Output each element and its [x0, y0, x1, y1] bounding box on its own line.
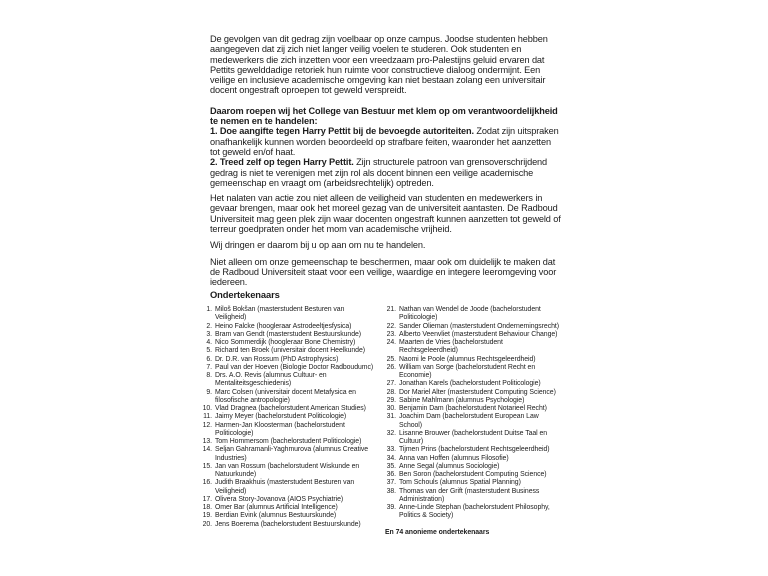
signatory-item: [374, 463, 563, 471]
signatory-text: Judith Braakhuis (masterstudent Besturen van Veiligheid): [215, 479, 355, 495]
signatory-item: [374, 306, 563, 323]
signatories-column-left: [190, 306, 377, 529]
signatory-item: [190, 347, 377, 355]
signatory-number: 18.: [202, 504, 212, 511]
signatory-text: Berdian Evink (alumnus Bestuurskunde): [215, 512, 337, 520]
call-to-action-block: [210, 106, 562, 188]
signatory-number: 24.: [386, 339, 396, 346]
signatory-number: 20.: [202, 520, 212, 528]
signatory-text: Seljan Gahramanli-Yaghmurova (alumnus Creative Industries): [215, 446, 369, 462]
signatory-number: 11.: [203, 413, 212, 421]
signatory-text: Dor Mariel Alter (masterstudent Computing Science): [399, 388, 556, 396]
signatory-text: Ben Soron (bachelorstudent Computing Science): [399, 471, 547, 478]
signatory-number: 19.: [202, 512, 212, 520]
signatory-number: 8.: [206, 372, 212, 379]
signatory-number: 1.: [206, 306, 212, 313]
signatory-item: [374, 331, 563, 339]
signatory-number: 16.: [202, 479, 212, 487]
signatory-item: [190, 504, 377, 512]
signatory-text: Omer Bar (alumnus Artificial Intelligence): [215, 504, 338, 511]
signatory-text: Maarten de Vries (bachelorstudent Rechtsgeleerdheid): [399, 339, 503, 355]
signatory-text: Anne Segal (alumnus Sociologie): [399, 462, 500, 470]
signatory-number: 3.: [206, 330, 212, 338]
signatory-text: William van Sorge (bachelorstudent Recht en Economie): [399, 363, 536, 379]
demand-2-lead: 2. Treed zelf op tegen Harry Pettit.: [210, 157, 354, 168]
signatory-text: Jonathan Karels (bachelorstudent Politicologie): [399, 380, 541, 388]
signatory-item: [374, 455, 563, 463]
signatory-number: 15.: [202, 462, 212, 470]
signatory-text: Bram van Gendt (masterstudent Bestuurskunde): [215, 330, 362, 338]
signatory-text: Drs. A.O. Revis (alumnus Cultuur- en Mentaliteitsgeschiedenis): [215, 372, 327, 388]
signatory-number: 7.: [206, 363, 212, 371]
signatory-number: 39.: [386, 504, 396, 511]
signatory-text: Joachim Dam (bachelorstudent European Law School): [399, 413, 539, 429]
signatory-number: 21.: [386, 306, 396, 313]
signatory-item: [190, 323, 377, 331]
signatory-text: Sander Olieman (masterstudent Ondernemingsrecht): [399, 322, 559, 330]
signatory-text: Dr. D.R. van Rossum (PhD Astrophysics): [215, 355, 339, 363]
signatory-item: [374, 504, 563, 521]
demand-1: [210, 126, 562, 157]
signatory-item: [374, 323, 563, 331]
signatory-text: Heino Falcke (hoogleraar Astrodeeltjesfysica): [215, 322, 352, 330]
signatory-number: 28.: [386, 388, 396, 396]
paragraph-consequences: Het nalaten van actie zou niet alleen de veiligheid van studenten en medewerkers in gevaar brengen, maar ook het moreel gezag van de universiteit aantasten. De Radboud Universiteit mag geen plek zijn waar docenten ongestraft kunnen aanzetten tot geweld of terreur goedpraten onder het mom van academische vrijheid.: [210, 193, 561, 235]
signatory-text: Jaimy Meyer (bachelorstudent Politicologie): [215, 413, 347, 421]
signatory-text: Anna van Hoffen (alumnus Filosofie): [399, 454, 509, 462]
signatory-item: [190, 364, 377, 372]
signatory-text: Tom Hommersom (bachelorstudent Politicologie): [215, 438, 362, 445]
signatory-text: Thomas van der Grift (masterstudent Business Administration): [399, 487, 540, 503]
signatory-text: Benjamin Dam (bachelorstudent Notarieel Recht): [399, 405, 547, 412]
demand-1-lead: 1. Doe aangifte tegen Harry Pettit bij de bevoegde autoriteiten.: [210, 126, 474, 137]
signatories-column-right: [374, 306, 563, 537]
signatory-number: 4.: [206, 339, 212, 346]
signatory-item: [374, 413, 563, 430]
signatory-text: Naomi le Poole (alumnus Rechtsgeleerdheid): [399, 355, 536, 363]
signatory-text: Nico Sommerdijk (hoogleraar Bone Chemistry): [215, 339, 356, 346]
demand-2: [210, 157, 562, 188]
signatory-item: [190, 413, 377, 421]
signatory-item: [374, 356, 563, 364]
signatory-text: Olivera Story-Jovanova (AIOS Psychiatrie): [215, 495, 344, 503]
signatory-number: 9.: [206, 388, 212, 396]
paragraph-closing: Niet alleen om onze gemeenschap te beschermen, maar ook om duidelijk te maken dat de Radboud Universiteit staat voor een veilige, waardige en integere leeromgeving voor iedereen.: [210, 256, 557, 288]
signatory-item: [374, 446, 563, 454]
signatory-number: 25.: [386, 355, 396, 363]
anonymous-signatories-note: En 74 anonieme ondertekenaars: [385, 528, 490, 536]
signatory-item: [190, 372, 377, 389]
signatory-text: Paul van der Hoeven (Biologie Doctor Radboudumc): [215, 363, 374, 371]
signatory-number: 12.: [202, 421, 212, 429]
signatory-text: Lisanne Brouwer (bachelorstudent Duitse Taal en Cultuur): [399, 429, 548, 445]
signatory-number: 2.: [206, 322, 212, 330]
paragraph-urge-to-act: Wij dringen er daarom bij u op aan om nu te handelen.: [210, 239, 426, 250]
signatory-number: 13.: [202, 438, 212, 445]
signatory-item: [374, 479, 563, 487]
signatory-item: [190, 463, 377, 480]
signatory-item: [190, 389, 377, 406]
signatory-text: Marc Colsen (universitair docent Metafysica en filosofische antropologie): [215, 388, 356, 404]
signatory-item: [190, 512, 377, 520]
signatory-number: 34.: [386, 454, 396, 462]
signatory-number: 36.: [386, 471, 396, 478]
signatory-text: Nathan van Wendel de Joode (bachelorstudent Politicologie): [399, 306, 541, 322]
signatory-item: [374, 405, 563, 413]
signatory-item: [190, 405, 377, 413]
signatory-number: 32.: [386, 429, 396, 437]
signatory-number: 22.: [386, 322, 396, 330]
signatory-text: Tijmen Prins (bachelorstudent Rechtsgeleerdheid): [399, 446, 550, 454]
signatory-text: Jens Boerema (bachelorstudent Bestuurskunde): [215, 520, 361, 528]
paragraph-campus-impact: De gevolgen van dit gedrag zijn voelbaar op onze campus. Joodse studenten hebben aangegeven dat zij zich niet langer veilig voelen te studeren. Ook studenten en medewerkers die zich inzetten voor een vreedzaam pro-Palestijns geluid ervaren dat Pettits gewelddadige retoriek hun ruimte voor constructieve dialoog ondermijnt. Een veilige en inclusieve academische omgeving kan niet bestaan zolang een universitair docent ongestraft oproepen tot geweld verspreidt.: [210, 34, 548, 96]
signatories-heading: Ondertekenaars: [210, 288, 280, 300]
signatory-text: Richard ten Broek (universitair docent Heelkunde): [215, 347, 365, 355]
signatory-number: 26.: [386, 363, 396, 371]
signatory-item: [190, 446, 377, 463]
signatory-item: [190, 339, 377, 347]
signatories-list-right: [374, 306, 563, 521]
signatory-text: Anne-Linde Stephan (bachelorstudent Philosophy, Politics & Society): [399, 504, 550, 520]
signatory-item: [190, 331, 377, 339]
signatory-item: [374, 339, 563, 356]
signatory-number: 30.: [386, 405, 396, 412]
signatory-item: [374, 471, 563, 479]
signatory-text: Sabine Mahlmann (alumnus Psychologie): [399, 396, 525, 404]
call-to-action-heading: Daarom roepen wij het College van Bestuur met klem op om verantwoordelijkheid te nemen en te handelen:: [210, 105, 558, 127]
signatory-item: [190, 306, 377, 323]
signatory-text: Miloš Bokšan (masterstudent Besturen van Veiligheid): [215, 306, 345, 322]
signatory-number: 10.: [202, 405, 212, 412]
signatory-item: [374, 364, 563, 381]
signatory-item: [374, 389, 563, 397]
signatory-number: 5.: [206, 347, 212, 355]
signatory-text: Harmen-Jan Kloosterman (bachelorstudent Politicologie): [215, 421, 345, 437]
signatory-item: [190, 438, 377, 446]
demand-2-text: Zijn structurele patroon van grensoverschrijdend gedrag is niet te verenigen met zijn rol als docent binnen een veilige academische gemeenschap en vraagt om (arbeidsrechtelijk) optreden.: [210, 157, 548, 188]
signatory-number: 17.: [202, 495, 212, 503]
signatory-item: [190, 479, 377, 496]
signatory-item: [374, 430, 563, 447]
signatory-number: 23.: [386, 330, 396, 338]
signatory-number: 31.: [386, 413, 396, 421]
letter-body: [210, 34, 562, 300]
signatory-item: [374, 380, 563, 388]
signatory-item: [190, 496, 377, 504]
signatory-item: [190, 521, 377, 529]
signatory-number: 38.: [386, 487, 396, 495]
signatory-item: [374, 488, 563, 505]
signatory-item: [374, 397, 563, 405]
signatory-number: 37.: [386, 479, 396, 487]
signatory-number: 35.: [386, 462, 396, 470]
signatory-text: Alberto Veenvliet (masterstudent Behaviour Change): [399, 330, 558, 338]
signatory-text: Tom Schouls (alumnus Spatial Planning): [399, 479, 521, 487]
signatory-text: Vlad Dragnea (bachelorstudent American Studies): [215, 405, 366, 412]
signatory-number: 33.: [386, 446, 396, 454]
signatory-number: 14.: [202, 446, 212, 454]
signatory-number: 27.: [386, 380, 396, 388]
demand-1-text: Zodat zijn uitspraken onafhankelijk kunnen worden beoordeeld op strafbare feiten, waaronder het aanzetten tot geweld en/of haat.: [210, 126, 559, 157]
signatory-item: [190, 422, 377, 439]
signatory-item: [190, 356, 377, 364]
signatory-number: 29.: [386, 396, 396, 404]
signatory-number: 6.: [206, 355, 212, 363]
signatory-text: Jan van Rossum (bachelorstudent Wiskunde en Natuurkunde): [215, 462, 360, 478]
